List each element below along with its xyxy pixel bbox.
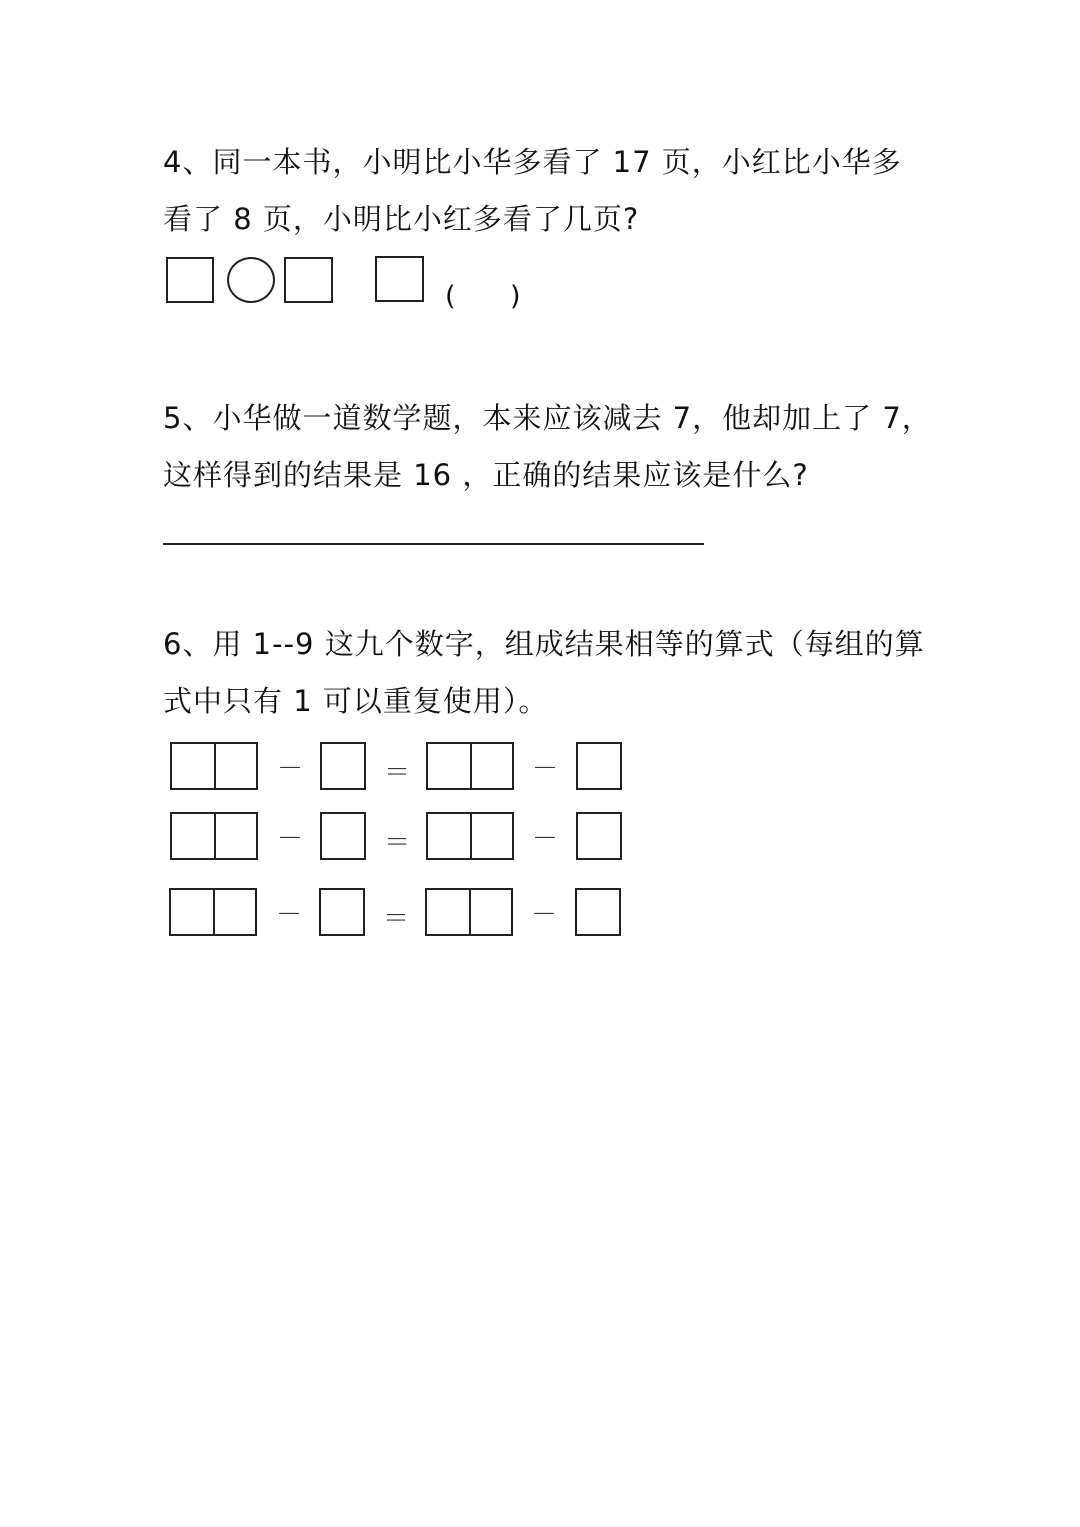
one-digit-box[interactable]	[575, 888, 621, 936]
two-digit-box[interactable]	[426, 742, 514, 790]
equals-sign: ＝	[384, 758, 411, 788]
equals-sign: ＝	[383, 904, 410, 934]
question-5-line-2: 这样得到的结果是 16 ，正确的结果应该是什么?	[163, 458, 809, 492]
answer-line[interactable]	[163, 543, 704, 545]
operator-circle[interactable]	[227, 257, 275, 303]
two-digit-box[interactable]	[170, 742, 258, 790]
one-digit-box[interactable]	[576, 812, 622, 860]
result-box[interactable]	[375, 256, 424, 302]
question-6-line-2: 式中只有 1 可以重复使用）。	[163, 684, 549, 718]
answer-box[interactable]	[284, 257, 333, 303]
question-4-line-1: 4、同一本书，小明比小华多看了 17 页，小红比小华多	[163, 145, 902, 179]
unit-paren-open: (	[445, 281, 456, 312]
question-6-line-1: 6、用 1--9 这九个数字，组成结果相等的算式（每组的算	[163, 627, 925, 661]
unit-paren-close: )	[510, 281, 521, 312]
one-digit-box[interactable]	[319, 888, 365, 936]
one-digit-box[interactable]	[320, 742, 366, 790]
minus-sign: －	[532, 824, 559, 854]
one-digit-box[interactable]	[576, 742, 622, 790]
two-digit-box[interactable]	[169, 888, 257, 936]
two-digit-box[interactable]	[426, 812, 514, 860]
two-digit-box[interactable]	[170, 812, 258, 860]
question-4-line-2: 看了 8 页，小明比小红多看了几页?	[163, 202, 640, 236]
minus-sign: －	[277, 754, 304, 784]
minus-sign: －	[531, 900, 558, 930]
minus-sign: －	[532, 754, 559, 784]
minus-sign: －	[277, 824, 304, 854]
two-digit-box[interactable]	[425, 888, 513, 936]
question-5-line-1: 5、小华做一道数学题，本来应该减去 7，他却加上了 7，	[163, 401, 932, 435]
answer-box[interactable]	[166, 257, 214, 303]
one-digit-box[interactable]	[320, 812, 366, 860]
equals-sign: ＝	[384, 828, 411, 858]
minus-sign: －	[276, 900, 303, 930]
